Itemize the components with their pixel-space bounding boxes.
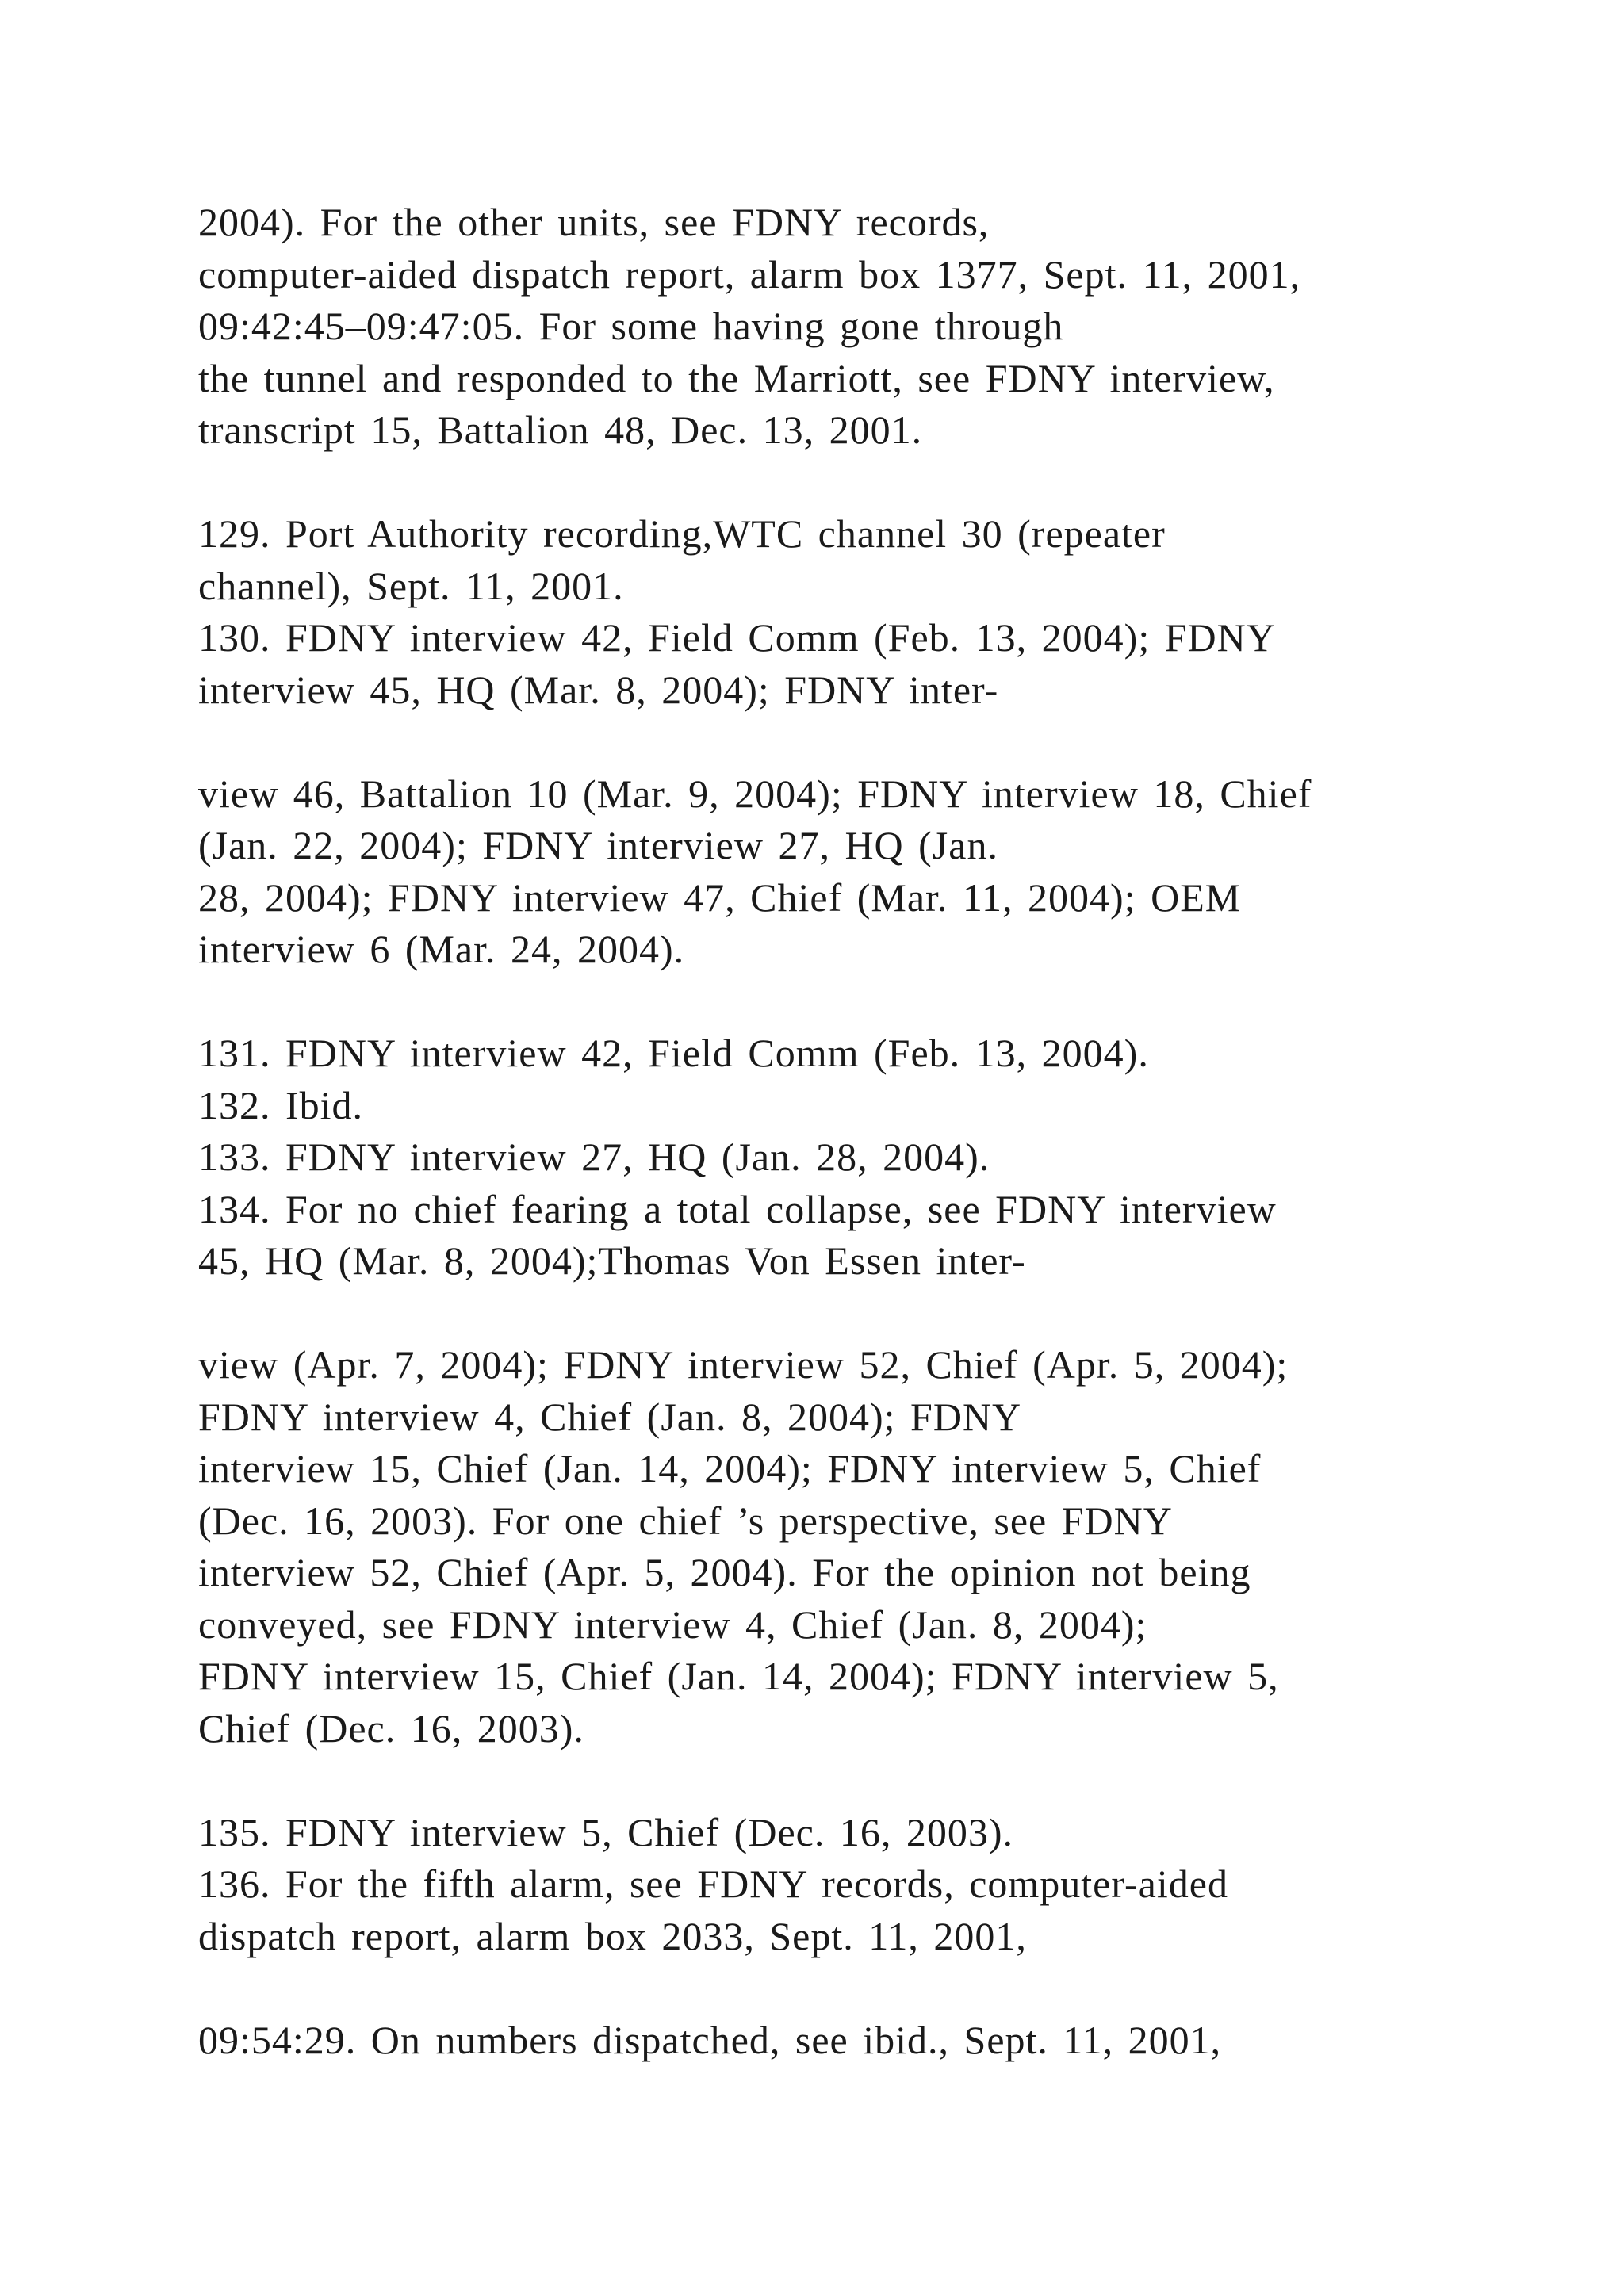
note-134: 134. For no chief fearing a total collapse, see FDNY interview	[198, 1186, 1277, 1231]
text-line: view 46, Battalion 10 (Mar. 9, 2004); FDNY interview 18, Chief	[198, 771, 1312, 816]
blank-line	[198, 1962, 1435, 2015]
text-line: interview 6 (Mar. 24, 2004).	[198, 927, 685, 971]
blank-line	[198, 1288, 1435, 1340]
text-line: Chief (Dec. 16, 2003).	[198, 1705, 584, 1751]
text-line: conveyed, see FDNY interview 4, Chief (Jan. 8, 2004);	[198, 1601, 1147, 1647]
text-line: (Jan. 22, 2004); FDNY interview 27, HQ (Jan.	[198, 823, 998, 867]
note-135: 135. FDNY interview 5, Chief (Dec. 16, 2003).	[198, 1809, 1013, 1854]
text-line: view (Apr. 7, 2004); FDNY interview 52, Chief (Apr. 5, 2004);	[198, 1342, 1289, 1387]
blank-line	[198, 716, 1435, 768]
text-line: interview 45, HQ (Mar. 8, 2004); FDNY inter-	[198, 667, 999, 712]
text-line: 09:54:29. On numbers dispatched, see ibid., Sept. 11, 2001,	[198, 2017, 1222, 2062]
note-133: 133. FDNY interview 27, HQ (Jan. 28, 2004).	[198, 1135, 990, 1179]
note-136: 136. For the fifth alarm, see FDNY records, computer-aided	[198, 1862, 1228, 1906]
text-line: the tunnel and responded to the Marriott, see FDNY interview,	[198, 355, 1275, 400]
blank-line	[198, 1755, 1435, 1807]
note-129: 129. Port Authority recording,WTC channel 30 (repeater	[198, 511, 1166, 556]
note-131: 131. FDNY interview 42, Field Comm (Feb. 13, 2004).	[198, 1031, 1149, 1075]
text-line: interview 52, Chief (Apr. 5, 2004). For the opinion not being	[198, 1550, 1251, 1594]
text-line: FDNY interview 15, Chief (Jan. 14, 2004); FDNY interview 5,	[198, 1654, 1279, 1698]
text-line: (Dec. 16, 2003). For one chief ’s perspective, see FDNY	[198, 1498, 1173, 1543]
note-132: 132. Ibid.	[198, 1082, 364, 1127]
note-130: 130. FDNY interview 42, Field Comm (Feb. 13, 2004); FDNY	[198, 615, 1276, 660]
text-line: 28, 2004); FDNY interview 47, Chief (Mar. 11, 2004); OEM	[198, 874, 1242, 920]
text-line: 45, HQ (Mar. 8, 2004);Thomas Von Essen inter-	[198, 1238, 1026, 1283]
text-line: computer-aided dispatch report, alarm box 1377, Sept. 11, 2001,	[198, 251, 1301, 297]
text-line: transcript 15, Battalion 48, Dec. 13, 2001.	[198, 408, 923, 452]
text-line: FDNY interview 4, Chief (Jan. 8, 2004); FDNY	[198, 1394, 1022, 1439]
text-line: interview 15, Chief (Jan. 14, 2004); FDNY interview 5, Chief	[198, 1446, 1262, 1490]
blank-line	[198, 457, 1435, 509]
text-line: 2004). For the other units, see FDNY records,	[198, 200, 990, 244]
text-line: 09:42:45–09:47:05. For some having gone through	[198, 304, 1064, 348]
blank-line	[198, 976, 1435, 1028]
text-line: channel), Sept. 11, 2001.	[198, 563, 624, 608]
notes-text	[198, 197, 1435, 2066]
text-line: dispatch report, alarm box 2033, Sept. 11, 2001,	[198, 1913, 1027, 1958]
